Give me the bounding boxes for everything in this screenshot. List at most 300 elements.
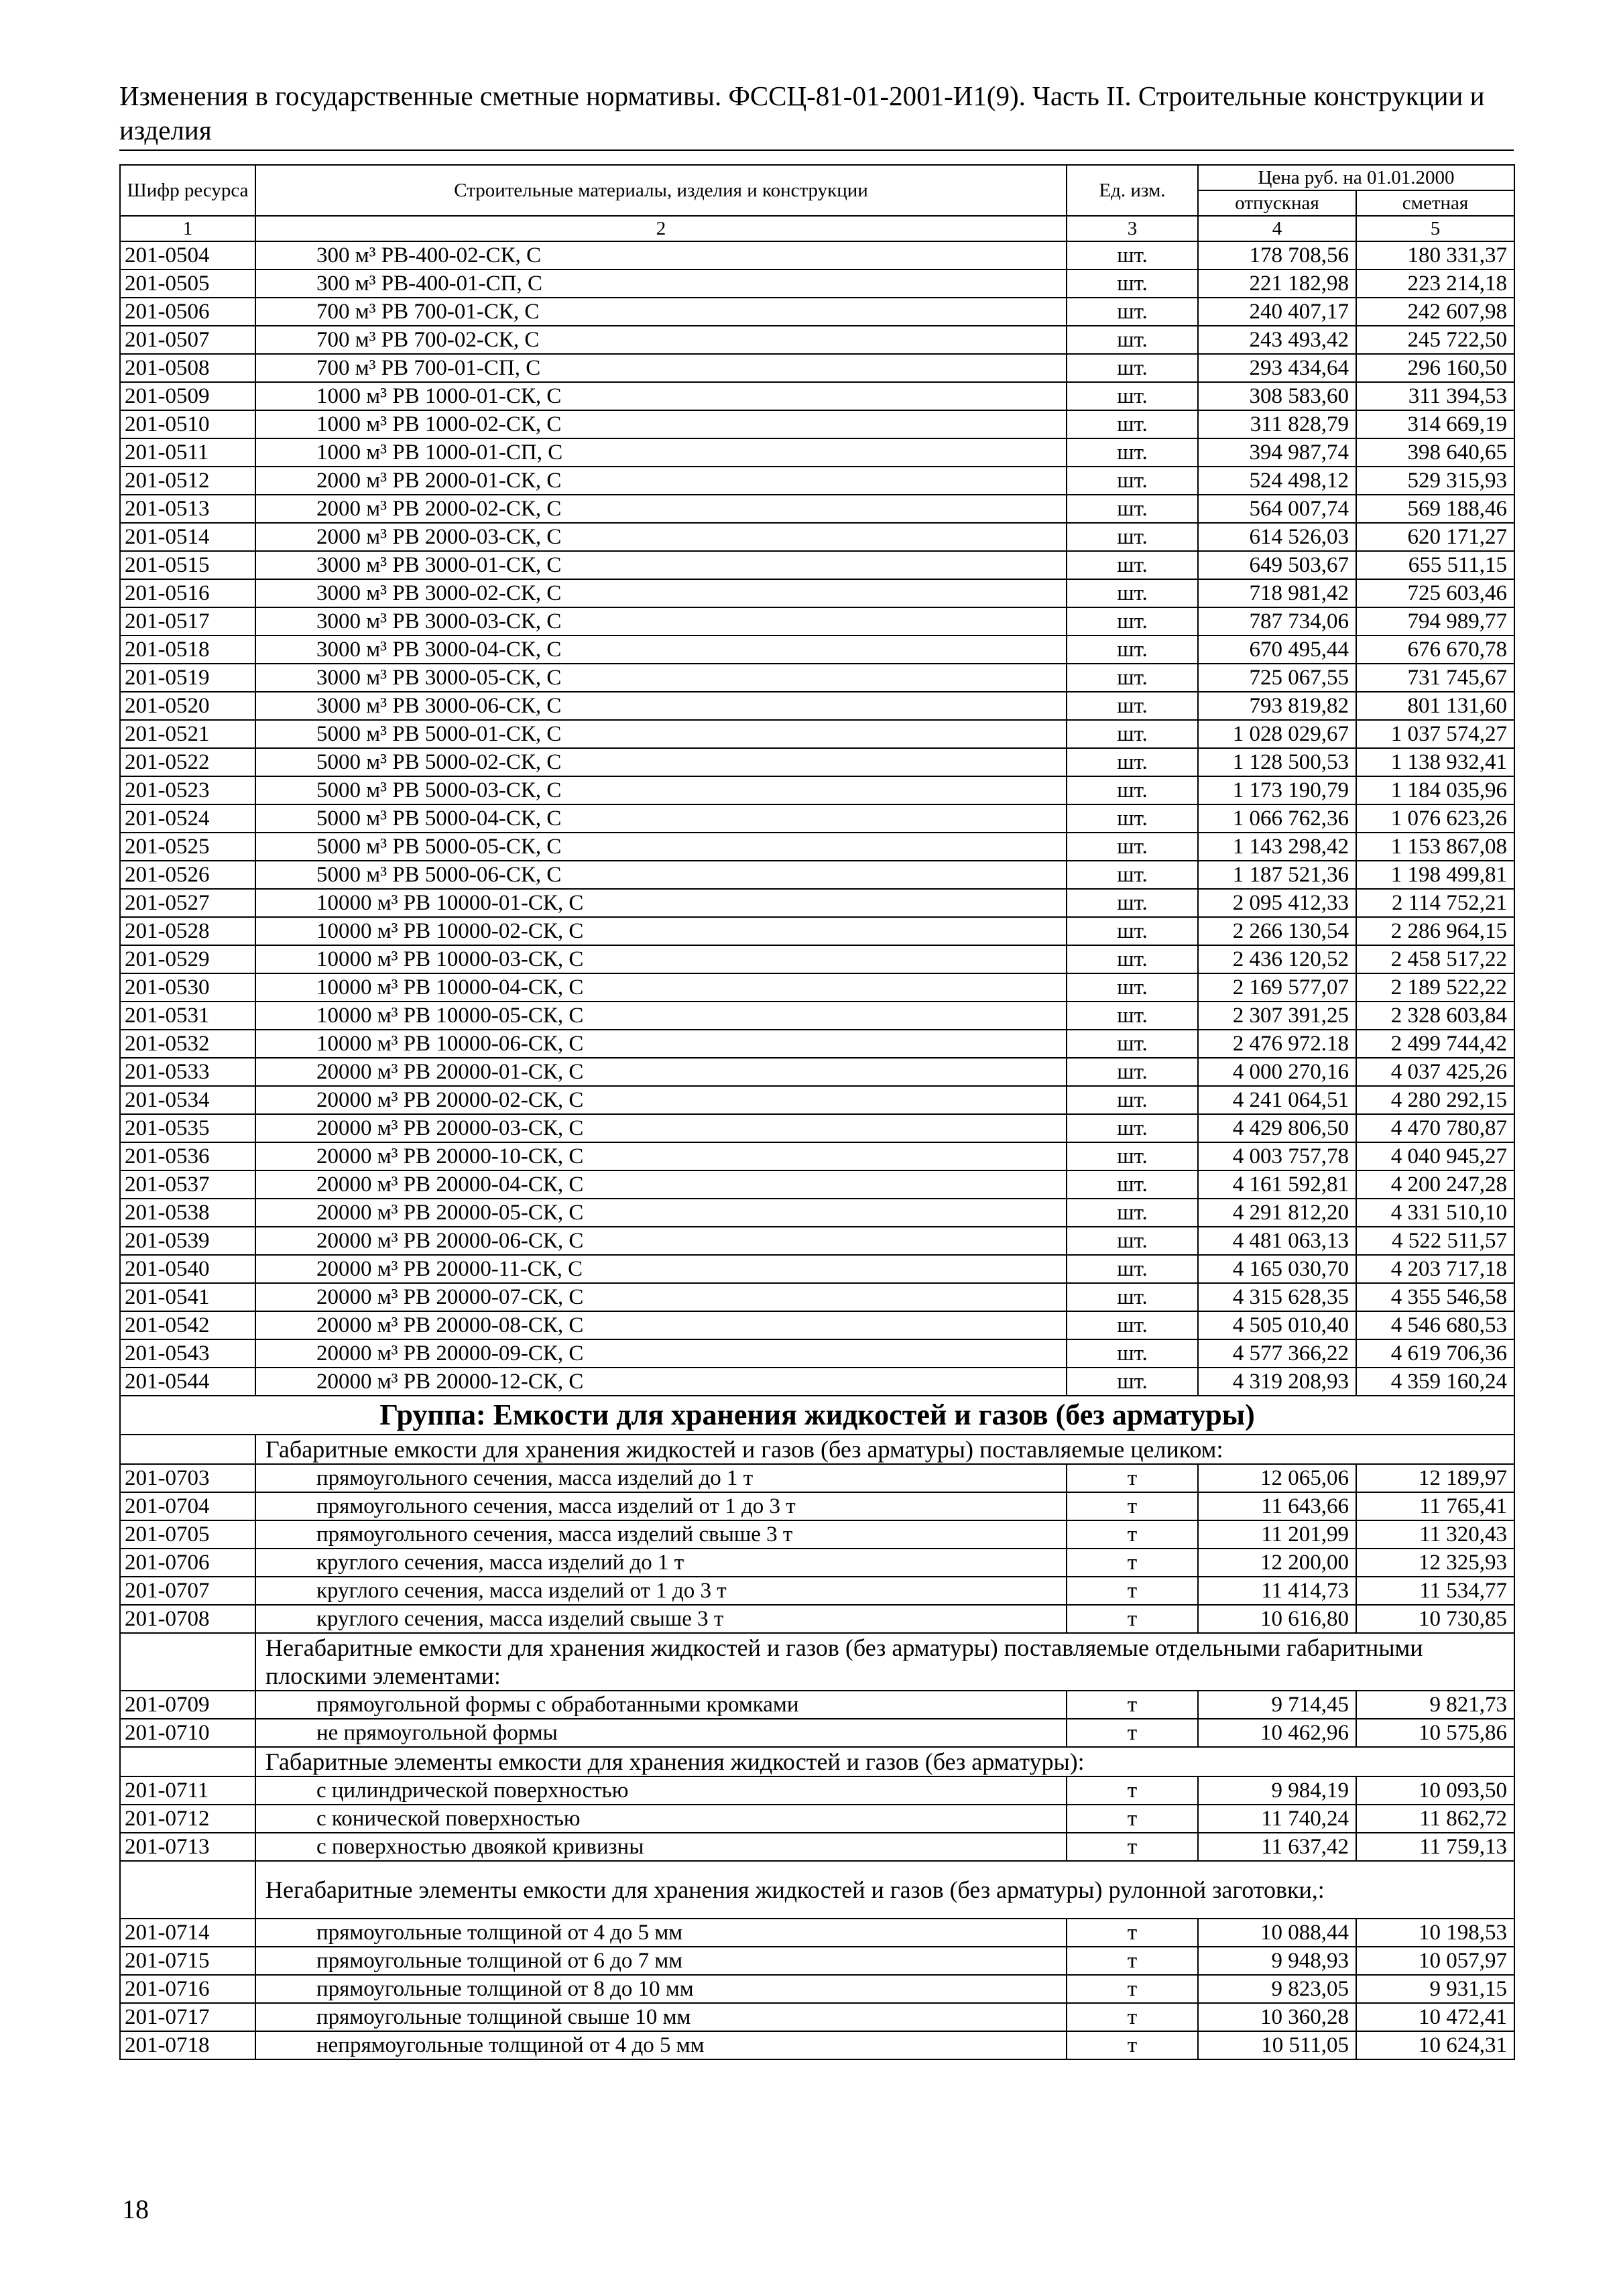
estimate-price: 801 131,60: [1356, 692, 1514, 720]
release-price: 725 067,55: [1198, 664, 1356, 692]
material-name: 10000 м³ РВ 10000-02-СК, С: [255, 917, 1067, 945]
page-number: 18: [122, 2194, 149, 2224]
material-name: 20000 м³ РВ 20000-06-СК, С: [255, 1227, 1067, 1255]
estimate-price: 4 331 510,10: [1356, 1199, 1514, 1227]
resource-code: 201-0535: [120, 1114, 255, 1142]
estimate-price: 725 603,46: [1356, 579, 1514, 607]
unit: шт.: [1067, 551, 1198, 579]
resource-code: 201-0533: [120, 1058, 255, 1086]
unit: шт.: [1067, 354, 1198, 382]
material-name: 20000 м³ РВ 20000-02-СК, С: [255, 1086, 1067, 1114]
material-name: с цилиндрической поверхностью: [255, 1776, 1067, 1805]
subsection-title: Габаритные элементы емкости для хранения жидкостей и газов (без арматуры):: [255, 1747, 1514, 1776]
unit: т: [1067, 1492, 1198, 1520]
release-price: 308 583,60: [1198, 382, 1356, 410]
release-price: 12 065,06: [1198, 1464, 1356, 1492]
release-price: 1 128 500,53: [1198, 748, 1356, 776]
header-release: отпускная: [1198, 190, 1356, 216]
table-row: [120, 804, 1514, 833]
table-row: [120, 326, 1514, 354]
estimate-price: 10 057,97: [1356, 1947, 1514, 1975]
resource-code: 201-0520: [120, 692, 255, 720]
resource-code: 201-0712: [120, 1805, 255, 1833]
material-name: 3000 м³ РВ 3000-06-СК, С: [255, 692, 1067, 720]
unit: шт.: [1067, 241, 1198, 269]
unit: шт.: [1067, 1030, 1198, 1058]
column-number: 3: [1067, 216, 1198, 241]
material-name: 3000 м³ РВ 3000-03-СК, С: [255, 607, 1067, 636]
release-price: 243 493,42: [1198, 326, 1356, 354]
table-row: [120, 382, 1514, 410]
table-row: [120, 1919, 1514, 1947]
table-row: [120, 1691, 1514, 1719]
material-name: прямоугольные толщиной от 6 до 7 мм: [255, 1947, 1067, 1975]
subsection-code-cell: [120, 1747, 255, 1776]
material-name: 10000 м³ РВ 10000-01-СК, С: [255, 889, 1067, 917]
release-price: 4 000 270,16: [1198, 1058, 1356, 1086]
header-name: Строительные материалы, изделия и конструкции: [255, 165, 1067, 216]
table-row: [120, 495, 1514, 523]
table-row: [120, 1114, 1514, 1142]
estimate-price: 1 153 867,08: [1356, 833, 1514, 861]
resource-code: 201-0540: [120, 1255, 255, 1283]
resource-code: 201-0514: [120, 523, 255, 551]
table-row: [120, 1719, 1514, 1747]
table-row: [120, 551, 1514, 579]
material-name: 5000 м³ РВ 5000-04-СК, С: [255, 804, 1067, 833]
table-row: [120, 1283, 1514, 1311]
unit: шт.: [1067, 636, 1198, 664]
resource-code: 201-0509: [120, 382, 255, 410]
resource-code: 201-0511: [120, 438, 255, 467]
unit: шт.: [1067, 269, 1198, 298]
material-name: прямоугольные толщиной свыше 10 мм: [255, 2003, 1067, 2031]
release-price: 10 088,44: [1198, 1919, 1356, 1947]
unit: т: [1067, 1549, 1198, 1577]
material-name: 1000 м³ РВ 1000-02-СК, С: [255, 410, 1067, 438]
subsection-code-cell: [120, 1633, 255, 1691]
estimate-price: 11 534,77: [1356, 1577, 1514, 1605]
release-price: 787 734,06: [1198, 607, 1356, 636]
unit: шт.: [1067, 1339, 1198, 1368]
table-row: [120, 1142, 1514, 1170]
material-name: 2000 м³ РВ 2000-01-СК, С: [255, 467, 1067, 495]
unit: шт.: [1067, 1368, 1198, 1396]
estimate-price: 4 037 425,26: [1356, 1058, 1514, 1086]
resource-code: 201-0504: [120, 241, 255, 269]
resource-code: 201-0710: [120, 1719, 255, 1747]
resource-code: 201-0519: [120, 664, 255, 692]
column-number: 4: [1198, 216, 1356, 241]
estimate-price: 2 499 744,42: [1356, 1030, 1514, 1058]
material-name: 20000 м³ РВ 20000-01-СК, С: [255, 1058, 1067, 1086]
material-name: прямоугольные толщиной от 8 до 10 мм: [255, 1975, 1067, 2003]
resource-code: 201-0713: [120, 1833, 255, 1861]
material-name: 20000 м³ РВ 20000-07-СК, С: [255, 1283, 1067, 1311]
release-price: 649 503,67: [1198, 551, 1356, 579]
table-row: [120, 889, 1514, 917]
release-price: 11 414,73: [1198, 1577, 1356, 1605]
table-row: [120, 298, 1514, 326]
table-row: [120, 1805, 1514, 1833]
material-name: 300 м³ РВ-400-02-СК, С: [255, 241, 1067, 269]
resource-code: 201-0528: [120, 917, 255, 945]
resource-code: 201-0525: [120, 833, 255, 861]
resource-code: 201-0541: [120, 1283, 255, 1311]
estimate-price: 4 280 292,15: [1356, 1086, 1514, 1114]
unit: шт.: [1067, 410, 1198, 438]
release-price: 9 714,45: [1198, 1691, 1356, 1719]
resource-code: 201-0709: [120, 1691, 255, 1719]
unit: шт.: [1067, 664, 1198, 692]
release-price: 4 165 030,70: [1198, 1255, 1356, 1283]
release-price: 1 187 521,36: [1198, 861, 1356, 889]
unit: шт.: [1067, 1227, 1198, 1255]
column-number: 1: [120, 216, 255, 241]
resource-code: 201-0716: [120, 1975, 255, 2003]
material-name: 2000 м³ РВ 2000-02-СК, С: [255, 495, 1067, 523]
table-row: [120, 269, 1514, 298]
release-price: 2 476 972.18: [1198, 1030, 1356, 1058]
unit: шт.: [1067, 523, 1198, 551]
material-name: круглого сечения, масса изделий свыше 3 т: [255, 1605, 1067, 1633]
estimate-price: 569 188,46: [1356, 495, 1514, 523]
estimate-price: 314 669,19: [1356, 410, 1514, 438]
unit: шт.: [1067, 833, 1198, 861]
estimate-price: 9 931,15: [1356, 1975, 1514, 2003]
release-price: 564 007,74: [1198, 495, 1356, 523]
resource-code: 201-0524: [120, 804, 255, 833]
unit: т: [1067, 1520, 1198, 1549]
release-price: 4 315 628,35: [1198, 1283, 1356, 1311]
table-row: [120, 1339, 1514, 1368]
table-row: [120, 833, 1514, 861]
material-name: 20000 м³ РВ 20000-09-СК, С: [255, 1339, 1067, 1368]
estimate-price: 11 759,13: [1356, 1833, 1514, 1861]
estimate-price: 11 765,41: [1356, 1492, 1514, 1520]
material-name: 700 м³ РВ 700-01-СП, С: [255, 354, 1067, 382]
table-row: [120, 720, 1514, 748]
resource-code: 201-0510: [120, 410, 255, 438]
resource-code: 201-0703: [120, 1464, 255, 1492]
material-name: прямоугольной формы с обработанными кромками: [255, 1691, 1067, 1719]
release-price: 1 028 029,67: [1198, 720, 1356, 748]
resource-code: 201-0543: [120, 1339, 255, 1368]
release-price: 793 819,82: [1198, 692, 1356, 720]
estimate-price: 223 214,18: [1356, 269, 1514, 298]
table-row: [120, 1030, 1514, 1058]
release-price: 311 828,79: [1198, 410, 1356, 438]
material-name: 5000 м³ РВ 5000-05-СК, С: [255, 833, 1067, 861]
table-row: [120, 1086, 1514, 1114]
table-row: [120, 636, 1514, 664]
resource-code: 201-0522: [120, 748, 255, 776]
release-price: 4 161 592,81: [1198, 1170, 1356, 1199]
resource-code: 201-0705: [120, 1520, 255, 1549]
estimate-price: 529 315,93: [1356, 467, 1514, 495]
unit: шт.: [1067, 945, 1198, 973]
estimate-price: 10 575,86: [1356, 1719, 1514, 1747]
estimate-price: 180 331,37: [1356, 241, 1514, 269]
material-name: 20000 м³ РВ 20000-12-СК, С: [255, 1368, 1067, 1396]
resource-code: 201-0707: [120, 1577, 255, 1605]
subsection-row: [120, 1633, 1514, 1691]
document-header: Изменения в государственные сметные нормативы. ФССЦ-81-01-2001-И1(9). Часть II. Строительные конструкции и изделия: [119, 79, 1514, 151]
release-price: 4 241 064,51: [1198, 1086, 1356, 1114]
material-name: 3000 м³ РВ 3000-04-СК, С: [255, 636, 1067, 664]
resource-code: 201-0718: [120, 2031, 255, 2059]
resource-code: 201-0531: [120, 1002, 255, 1030]
material-name: 20000 м³ РВ 20000-11-СК, С: [255, 1255, 1067, 1283]
unit: т: [1067, 1947, 1198, 1975]
unit: шт.: [1067, 298, 1198, 326]
table-row: [120, 1002, 1514, 1030]
table-row: [120, 1520, 1514, 1549]
estimate-price: 1 198 499,81: [1356, 861, 1514, 889]
unit: шт.: [1067, 438, 1198, 467]
release-price: 1 143 298,42: [1198, 833, 1356, 861]
estimate-price: 620 171,27: [1356, 523, 1514, 551]
estimate-price: 655 511,15: [1356, 551, 1514, 579]
material-name: 3000 м³ РВ 3000-01-СК, С: [255, 551, 1067, 579]
resource-code: 201-0536: [120, 1142, 255, 1170]
unit: шт.: [1067, 382, 1198, 410]
resource-code: 201-0714: [120, 1919, 255, 1947]
release-price: 394 987,74: [1198, 438, 1356, 467]
estimate-price: 2 189 522,22: [1356, 973, 1514, 1002]
release-price: 4 505 010,40: [1198, 1311, 1356, 1339]
release-price: 2 169 577,07: [1198, 973, 1356, 1002]
estimate-price: 12 189,97: [1356, 1464, 1514, 1492]
material-name: круглого сечения, масса изделий от 1 до 3 т: [255, 1577, 1067, 1605]
unit: шт.: [1067, 1283, 1198, 1311]
resource-code: 201-0512: [120, 467, 255, 495]
material-name: 10000 м³ РВ 10000-06-СК, С: [255, 1030, 1067, 1058]
unit: шт.: [1067, 1114, 1198, 1142]
release-price: 718 981,42: [1198, 579, 1356, 607]
release-price: 9 948,93: [1198, 1947, 1356, 1975]
release-price: 2 095 412,33: [1198, 889, 1356, 917]
table-row: [120, 1311, 1514, 1339]
unit: шт.: [1067, 776, 1198, 804]
resource-code: 201-0518: [120, 636, 255, 664]
subsection-row: [120, 1435, 1514, 1464]
estimate-price: 311 394,53: [1356, 382, 1514, 410]
release-price: 4 577 366,22: [1198, 1339, 1356, 1368]
group-row: [120, 1396, 1514, 1435]
unit: шт.: [1067, 467, 1198, 495]
estimate-price: 4 359 160,24: [1356, 1368, 1514, 1396]
table-row: [120, 1199, 1514, 1227]
estimate-price: 4 203 717,18: [1356, 1255, 1514, 1283]
header-code: Шифр ресурса: [120, 165, 255, 216]
resource-code: 201-0537: [120, 1170, 255, 1199]
estimate-price: 4 355 546,58: [1356, 1283, 1514, 1311]
unit: т: [1067, 1577, 1198, 1605]
release-price: 221 182,98: [1198, 269, 1356, 298]
material-name: 3000 м³ РВ 3000-05-СК, С: [255, 664, 1067, 692]
table-row: [120, 1170, 1514, 1199]
estimate-price: 2 286 964,15: [1356, 917, 1514, 945]
table-row: [120, 917, 1514, 945]
price-table: [119, 164, 1515, 2060]
estimate-price: 4 470 780,87: [1356, 1114, 1514, 1142]
header-price: Цена руб. на 01.01.2000: [1198, 165, 1514, 190]
resource-code: 201-0539: [120, 1227, 255, 1255]
table-row: [120, 1975, 1514, 2003]
unit: т: [1067, 1691, 1198, 1719]
material-name: 700 м³ РВ 700-02-СК, С: [255, 326, 1067, 354]
table-row: [120, 1227, 1514, 1255]
resource-code: 201-0717: [120, 2003, 255, 2031]
release-price: 1 173 190,79: [1198, 776, 1356, 804]
release-price: 4 291 812,20: [1198, 1199, 1356, 1227]
release-price: 11 637,42: [1198, 1833, 1356, 1861]
estimate-price: 4 040 945,27: [1356, 1142, 1514, 1170]
estimate-price: 4 200 247,28: [1356, 1170, 1514, 1199]
unit: т: [1067, 2031, 1198, 2059]
estimate-price: 10 198,53: [1356, 1919, 1514, 1947]
resource-code: 201-0704: [120, 1492, 255, 1520]
unit: шт.: [1067, 1199, 1198, 1227]
release-price: 11 643,66: [1198, 1492, 1356, 1520]
release-price: 11 201,99: [1198, 1520, 1356, 1549]
resource-code: 201-0526: [120, 861, 255, 889]
material-name: с конической поверхностью: [255, 1805, 1067, 1833]
unit: т: [1067, 1975, 1198, 2003]
unit: шт.: [1067, 1311, 1198, 1339]
unit: шт.: [1067, 579, 1198, 607]
unit: шт.: [1067, 607, 1198, 636]
table-row: [120, 748, 1514, 776]
estimate-price: 1 076 623,26: [1356, 804, 1514, 833]
release-price: 240 407,17: [1198, 298, 1356, 326]
table-row: [120, 354, 1514, 382]
table-body: [120, 241, 1514, 2059]
release-price: 11 740,24: [1198, 1805, 1356, 1833]
table-row: [120, 1464, 1514, 1492]
table-row: [120, 2003, 1514, 2031]
estimate-price: 10 730,85: [1356, 1605, 1514, 1633]
release-price: 2 266 130,54: [1198, 917, 1356, 945]
resource-code: 201-0708: [120, 1605, 255, 1633]
table-row: [120, 1833, 1514, 1861]
material-name: 5000 м³ РВ 5000-06-СК, С: [255, 861, 1067, 889]
table-row: [120, 241, 1514, 269]
header-unit: Ед. изм.: [1067, 165, 1198, 216]
resource-code: 201-0532: [120, 1030, 255, 1058]
column-number: 2: [255, 216, 1067, 241]
table-row: [120, 776, 1514, 804]
material-name: прямоугольные толщиной от 4 до 5 мм: [255, 1919, 1067, 1947]
material-name: 10000 м³ РВ 10000-05-СК, С: [255, 1002, 1067, 1030]
resource-code: 201-0515: [120, 551, 255, 579]
release-price: 2 307 391,25: [1198, 1002, 1356, 1030]
material-name: 20000 м³ РВ 20000-03-СК, С: [255, 1114, 1067, 1142]
table-row: [120, 467, 1514, 495]
unit: шт.: [1067, 748, 1198, 776]
unit: т: [1067, 1776, 1198, 1805]
table-row: [120, 1058, 1514, 1086]
table-row: [120, 692, 1514, 720]
table-row: [120, 1368, 1514, 1396]
estimate-price: 4 546 680,53: [1356, 1311, 1514, 1339]
estimate-price: 242 607,98: [1356, 298, 1514, 326]
release-price: 4 319 208,93: [1198, 1368, 1356, 1396]
unit: т: [1067, 1719, 1198, 1747]
subsection-row: [120, 1861, 1514, 1919]
table-row: [120, 664, 1514, 692]
material-name: круглого сечения, масса изделий до 1 т: [255, 1549, 1067, 1577]
resource-code: 201-0538: [120, 1199, 255, 1227]
estimate-price: 11 320,43: [1356, 1520, 1514, 1549]
material-name: прямоугольного сечения, масса изделий свыше 3 т: [255, 1520, 1067, 1549]
material-name: 10000 м³ РВ 10000-03-СК, С: [255, 945, 1067, 973]
resource-code: 201-0513: [120, 495, 255, 523]
material-name: 1000 м³ РВ 1000-01-СП, С: [255, 438, 1067, 467]
material-name: 20000 м³ РВ 20000-04-СК, С: [255, 1170, 1067, 1199]
resource-code: 201-0530: [120, 973, 255, 1002]
header-estimate: сметная: [1356, 190, 1514, 216]
estimate-price: 11 862,72: [1356, 1805, 1514, 1833]
table-row: [120, 1549, 1514, 1577]
table-row: [120, 861, 1514, 889]
unit: шт.: [1067, 692, 1198, 720]
release-price: 4 429 806,50: [1198, 1114, 1356, 1142]
material-name: 5000 м³ РВ 5000-03-СК, С: [255, 776, 1067, 804]
unit: шт.: [1067, 1142, 1198, 1170]
resource-code: 201-0521: [120, 720, 255, 748]
unit: т: [1067, 1805, 1198, 1833]
resource-code: 201-0507: [120, 326, 255, 354]
material-name: 5000 м³ РВ 5000-02-СК, С: [255, 748, 1067, 776]
unit: шт.: [1067, 1170, 1198, 1199]
unit: шт.: [1067, 804, 1198, 833]
resource-code: 201-0542: [120, 1311, 255, 1339]
unit: т: [1067, 1605, 1198, 1633]
resource-code: 201-0516: [120, 579, 255, 607]
unit: шт.: [1067, 1058, 1198, 1086]
resource-code: 201-0508: [120, 354, 255, 382]
estimate-price: 4 619 706,36: [1356, 1339, 1514, 1368]
estimate-price: 10 624,31: [1356, 2031, 1514, 2059]
release-price: 10 462,96: [1198, 1719, 1356, 1747]
release-price: 9 984,19: [1198, 1776, 1356, 1805]
unit: шт.: [1067, 861, 1198, 889]
estimate-price: 1 138 932,41: [1356, 748, 1514, 776]
release-price: 10 616,80: [1198, 1605, 1356, 1633]
release-price: 614 526,03: [1198, 523, 1356, 551]
estimate-price: 2 114 752,21: [1356, 889, 1514, 917]
estimate-price: 1 037 574,27: [1356, 720, 1514, 748]
material-name: прямоугольного сечения, масса изделий от 1 до 3 т: [255, 1492, 1067, 1520]
table-row: [120, 1605, 1514, 1633]
unit: шт.: [1067, 1086, 1198, 1114]
estimate-price: 10 472,41: [1356, 2003, 1514, 2031]
resource-code: 201-0517: [120, 607, 255, 636]
unit: шт.: [1067, 495, 1198, 523]
release-price: 12 200,00: [1198, 1549, 1356, 1577]
estimate-price: 1 184 035,96: [1356, 776, 1514, 804]
resource-code: 201-0711: [120, 1776, 255, 1805]
material-name: не прямоугольной формы: [255, 1719, 1067, 1747]
unit: т: [1067, 1464, 1198, 1492]
group-title: Группа: Емкости для хранения жидкостей и газов (без арматуры): [120, 1396, 1514, 1435]
unit: шт.: [1067, 917, 1198, 945]
unit: шт.: [1067, 720, 1198, 748]
estimate-price: 398 640,65: [1356, 438, 1514, 467]
estimate-price: 10 093,50: [1356, 1776, 1514, 1805]
